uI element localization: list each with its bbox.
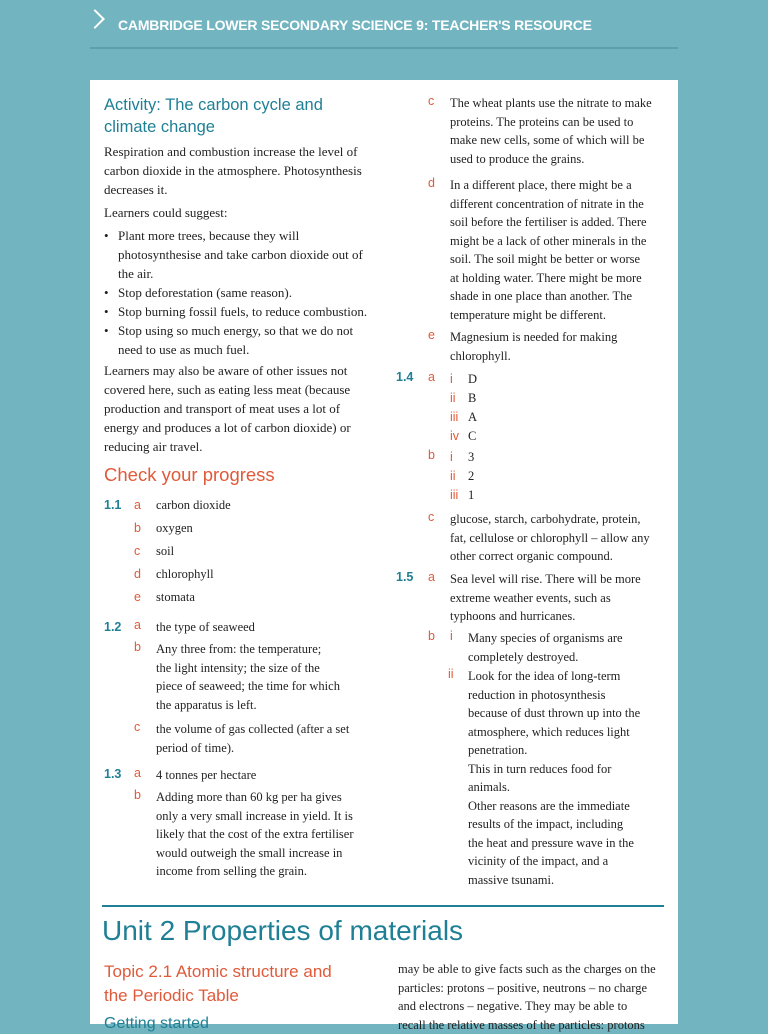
roman-label: iv <box>450 429 459 443</box>
chevron-right-icon <box>85 9 105 29</box>
roman-list <box>450 370 510 446</box>
text-line: results of the impact, including <box>468 815 673 834</box>
roman-label: i <box>450 629 453 643</box>
activity-bullet-list <box>104 226 379 359</box>
answer-text <box>450 176 675 324</box>
text-line: likely that the cost of the extra fertiliser <box>156 825 376 844</box>
bullet-icon: • <box>104 283 109 302</box>
roman-label: i <box>450 450 453 464</box>
text-line: make new cells, some of which will be <box>450 131 675 150</box>
roman-label: i <box>450 372 453 386</box>
answer-text: 4 tonnes per hectare <box>156 766 256 785</box>
answer-text <box>156 720 376 757</box>
text-line: typhoons and hurricanes. <box>450 607 675 626</box>
letter-label: e <box>428 328 435 342</box>
answer-text: 2 <box>468 467 474 486</box>
activity-title <box>104 94 323 138</box>
list-item <box>104 565 374 588</box>
text-line: and electrons – negative. They may be able to <box>398 997 678 1016</box>
activity-outro <box>104 361 379 456</box>
text-line: income from selling the grain. <box>156 862 376 881</box>
roman-label: ii <box>448 667 454 681</box>
letter-label: a <box>134 496 141 515</box>
question-number: 1.2 <box>104 620 121 634</box>
answer-text <box>156 640 376 714</box>
text-line: decreases it. <box>104 180 374 199</box>
text-line: fat, cellulose or chlorophyll – allow any <box>450 529 675 548</box>
letter-label: a <box>428 370 435 384</box>
text-line: piece of seaweed; the time for which <box>156 677 376 696</box>
text-line: because of dust thrown up into the <box>468 704 673 723</box>
letter-label: e <box>134 588 141 607</box>
activity-title-line: climate change <box>104 116 323 138</box>
question-number: 1.4 <box>396 370 413 384</box>
answer-text: the type of seaweed <box>156 618 255 637</box>
question-number: 1.5 <box>396 570 413 584</box>
roman-label: ii <box>450 391 456 405</box>
letter-label: a <box>134 766 141 780</box>
roman-label: iii <box>450 488 458 502</box>
text-line: proteins. The proteins can be used to <box>450 113 675 132</box>
list-item <box>450 389 510 408</box>
answer-text: B <box>468 389 476 408</box>
unit-divider <box>102 905 664 907</box>
header-title: CAMBRIDGE LOWER SECONDARY SCIENCE 9: TEACHER'S RESOURCE <box>118 17 592 33</box>
text-line: at holding water. There might be more <box>450 269 675 288</box>
list-item <box>104 226 379 283</box>
bullet-icon: • <box>104 226 109 245</box>
text-line: might be a lack of other minerals in the <box>450 232 675 251</box>
text-line: glucose, starch, carbohydrate, protein, <box>450 510 675 529</box>
text-line: This in turn reduces food for <box>468 760 673 779</box>
text-line: carbon dioxide in the atmosphere. Photosynthesis <box>104 161 374 180</box>
list-item <box>104 321 379 359</box>
list-item <box>104 283 379 302</box>
answer-text <box>468 667 673 889</box>
activity-lead: Learners could suggest: <box>104 203 227 222</box>
document-page <box>90 80 678 1024</box>
text-line: shade in one place than another. The <box>450 287 675 306</box>
answer-text: carbon dioxide <box>156 496 231 515</box>
text-line: production and transport of meat uses a lot of <box>104 399 379 418</box>
header-divider <box>90 47 678 49</box>
list-item <box>450 486 510 505</box>
list-item <box>104 302 379 321</box>
check-progress-title: Check your progress <box>104 464 275 486</box>
text-line: completely destroyed. <box>468 648 673 667</box>
answer-text: A <box>468 408 477 427</box>
answer-text: 1 <box>468 486 474 505</box>
text-line: energy and produces a lot of carbon dioxide) or <box>104 418 379 437</box>
answer-text <box>450 94 675 168</box>
letter-label: c <box>134 720 140 734</box>
text-line: Other reasons are the immediate <box>468 797 673 816</box>
text-line: reducing air travel. <box>104 437 379 456</box>
letter-label: b <box>134 788 141 802</box>
text-line: soil before the fertiliser is added. There <box>450 213 675 232</box>
answer-text: stomata <box>156 588 195 607</box>
text-line: the heat and pressure wave in the <box>468 834 673 853</box>
text-line: need to use as much fuel. <box>118 340 379 359</box>
letter-label: b <box>428 629 435 643</box>
roman-label: ii <box>450 469 456 483</box>
text-line: Respiration and combustion increase the level of <box>104 142 374 161</box>
letter-label: b <box>134 640 141 654</box>
q11-answers <box>104 496 374 611</box>
text-line: Sea level will rise. There will be more <box>450 570 675 589</box>
text-line: The wheat plants use the nitrate to make <box>450 94 675 113</box>
getting-started-heading: Getting started <box>104 1014 209 1034</box>
text-line: In a different place, there might be a <box>450 176 675 195</box>
letter-label: a <box>428 570 435 584</box>
letter-label: b <box>134 519 141 538</box>
letter-label: d <box>428 176 435 190</box>
text-line: Stop burning fossil fuels, to reduce combustion. <box>118 302 379 321</box>
text-line: used to produce the grains. <box>450 150 675 169</box>
text-line: covered here, such as eating less meat (because <box>104 380 379 399</box>
text-line: Stop deforestation (same reason). <box>118 283 379 302</box>
answer-text: oxygen <box>156 519 193 538</box>
answer-text <box>468 629 673 666</box>
text-line: may be able to give facts such as the charges on the <box>398 960 678 979</box>
list-item <box>450 408 510 427</box>
text-line: chlorophyll. <box>450 347 675 366</box>
text-line: would outweigh the small increase in <box>156 844 376 863</box>
letter-label: a <box>134 618 141 632</box>
topic-title-line: the Periodic Table <box>104 984 332 1008</box>
list-item <box>104 588 374 611</box>
text-line: photosynthesise and take carbon dioxide out of <box>118 245 379 264</box>
text-line: reduction in photosynthesis <box>468 686 673 705</box>
answer-text <box>450 328 675 365</box>
text-line: recall the relative masses of the particles: protons <box>398 1016 678 1034</box>
text-line: period of time). <box>156 739 376 758</box>
text-line: Look for the idea of long-term <box>468 667 673 686</box>
question-number: 1.3 <box>104 767 121 781</box>
list-item <box>104 496 374 519</box>
question-number: 1.1 <box>104 498 121 512</box>
letter-label: c <box>428 94 434 108</box>
answer-text <box>450 570 675 626</box>
answer-text: C <box>468 427 476 446</box>
text-line: massive tsunami. <box>468 871 673 890</box>
topic-title <box>104 960 332 1008</box>
text-line: Magnesium is needed for making <box>450 328 675 347</box>
text-line: vicinity of the impact, and a <box>468 852 673 871</box>
list-item <box>450 448 510 467</box>
answer-text <box>156 788 376 881</box>
letter-label: c <box>134 542 140 561</box>
text-line: Plant more trees, because they will <box>118 226 379 245</box>
page-header <box>0 0 768 56</box>
text-line: the light intensity; the size of the <box>156 659 376 678</box>
text-line: animals. <box>468 778 673 797</box>
unit-intro-text <box>398 960 678 1034</box>
letter-label: b <box>428 448 435 462</box>
answer-text: chlorophyll <box>156 565 214 584</box>
text-line: Stop using so much energy, so that we do not <box>118 321 379 340</box>
text-line: the air. <box>118 264 379 283</box>
activity-intro <box>104 142 374 199</box>
list-item <box>104 542 374 565</box>
text-line: other correct organic compound. <box>450 547 675 566</box>
answer-text <box>450 510 675 566</box>
text-line: particles: protons – positive, neutrons – no charge <box>398 979 678 998</box>
bullet-icon: • <box>104 302 109 321</box>
text-line: atmosphere, which reduces light <box>468 723 673 742</box>
answer-text: D <box>468 370 477 389</box>
list-item <box>450 467 510 486</box>
activity-title-line: Activity: The carbon cycle and <box>104 94 323 116</box>
text-line: only a very small increase in yield. It is <box>156 807 376 826</box>
roman-list <box>450 448 510 505</box>
text-line: the volume of gas collected (after a set <box>156 720 376 739</box>
text-line: Adding more than 60 kg per ha gives <box>156 788 376 807</box>
text-line: different concentration of nitrate in the <box>450 195 675 214</box>
text-line: extreme weather events, such as <box>450 589 675 608</box>
list-item <box>450 427 510 446</box>
letter-label: d <box>134 565 141 584</box>
list-item <box>450 370 510 389</box>
topic-title-line: Topic 2.1 Atomic structure and <box>104 960 332 984</box>
list-item <box>104 519 374 542</box>
text-line: the apparatus is left. <box>156 696 376 715</box>
text-line: soil. The soil might be better or worse <box>450 250 675 269</box>
roman-label: iii <box>450 410 458 424</box>
bullet-icon: • <box>104 321 109 340</box>
unit-title: Unit 2 Properties of materials <box>102 914 463 948</box>
answer-text: soil <box>156 542 174 561</box>
text-line: Learners may also be aware of other issues not <box>104 361 379 380</box>
letter-label: c <box>428 510 434 524</box>
answer-text: 3 <box>468 448 474 467</box>
text-line: penetration. <box>468 741 673 760</box>
text-line: Many species of organisms are <box>468 629 673 648</box>
text-line: Any three from: the temperature; <box>156 640 376 659</box>
text-line: temperature might be different. <box>450 306 675 325</box>
